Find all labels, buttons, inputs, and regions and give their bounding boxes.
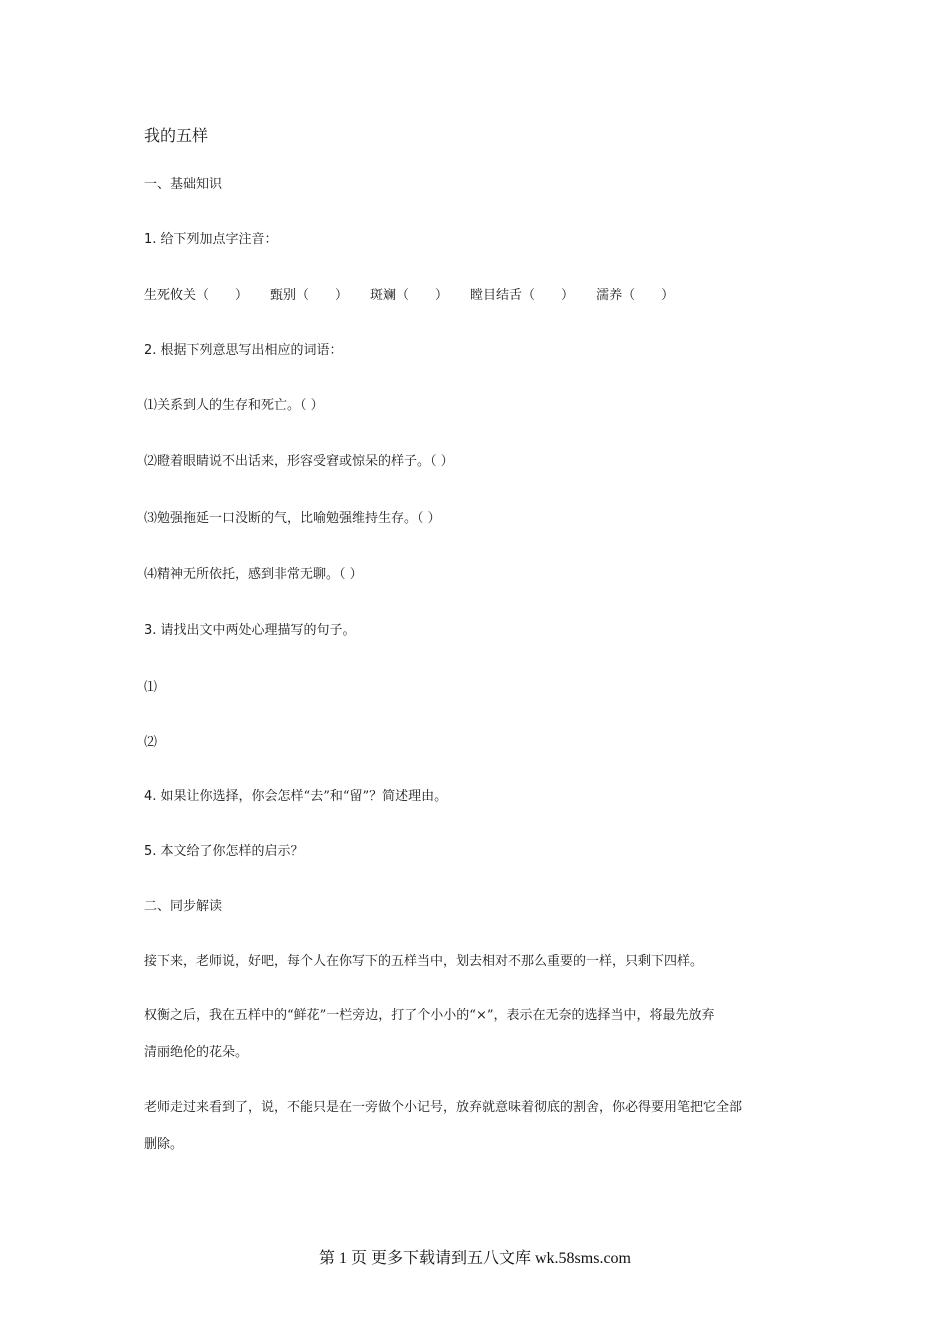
paragraph-2-line-2: 清丽绝伦的花朵。 bbox=[144, 1045, 249, 1060]
q2-item-2: ⑵瞪着眼睛说不出话来，形容受窘或惊呆的样子。（ ） bbox=[144, 454, 454, 469]
question-number: 5 bbox=[144, 844, 153, 859]
q2-item-1: ⑴关系到人的生存和死亡。（ ） bbox=[144, 398, 324, 413]
pinyin-item: 瞠目结舌（ ） bbox=[470, 288, 575, 303]
question-text: . 如果让你选择，你会怎样“去”和“留”？简述理由。 bbox=[152, 789, 448, 804]
section-heading-basics: 一、基础知识 bbox=[144, 177, 223, 192]
page-title: 我的五样 bbox=[144, 126, 209, 145]
question-2 bbox=[144, 342, 343, 360]
pinyin-item: 濡养（ ） bbox=[596, 288, 675, 303]
pinyin-item: 甄别（ ） bbox=[270, 288, 349, 303]
section-heading-reading: 二、同步解读 bbox=[144, 899, 223, 914]
question-text: . 根据下列意思写出相应的词语： bbox=[152, 343, 343, 358]
question-text: . 本文给了你怎样的启示？ bbox=[152, 844, 304, 859]
question-3 bbox=[144, 622, 356, 640]
q2-item-3: ⑶勉强拖延一口没断的气，比喻勉强维持生存。（ ） bbox=[144, 511, 441, 526]
pinyin-item: 生死攸关（ ） bbox=[144, 288, 249, 303]
question-text: . 请找出文中两处心理描写的句子。 bbox=[152, 623, 356, 638]
paragraph-3-line-2: 删除。 bbox=[144, 1137, 184, 1152]
pinyin-item: 斑斓（ ） bbox=[370, 288, 449, 303]
question-number: 2 bbox=[144, 343, 153, 358]
question-number: 3 bbox=[144, 623, 153, 638]
question-4 bbox=[144, 788, 447, 806]
paragraph-1: 接下来，老师说，好吧，每个人在你写下的五样当中，划去相对不那么重要的一样，只剩下四样。 bbox=[144, 954, 704, 969]
page-footer: 第 1 页 更多下载请到五八文库 wk.58sms.com bbox=[318, 1250, 631, 1267]
paragraph-2-line-1: 权衡之后，我在五样中的“鲜花”一栏旁边，打了个小小的“×”，表示在无奈的选择当中，将最先放弃 bbox=[144, 1008, 715, 1023]
question-number: 1 bbox=[144, 232, 153, 247]
question-number: 4 bbox=[144, 789, 153, 804]
question-5 bbox=[144, 843, 304, 861]
q3-item-2: ⑵ bbox=[144, 735, 158, 750]
question-1 bbox=[144, 231, 278, 249]
q2-item-4: ⑷精神无所依托，感到非常无聊。（ ） bbox=[144, 567, 363, 582]
question-text: . 给下列加点字注音： bbox=[152, 232, 278, 247]
paragraph-3-line-1: 老师走过来看到了，说，不能只是在一旁做个小记号，放弃就意味着彻底的割舍，你必得要用笔把它全部 bbox=[144, 1100, 743, 1115]
q3-item-1: ⑴ bbox=[144, 680, 158, 695]
pinyin-items-row bbox=[144, 287, 674, 305]
